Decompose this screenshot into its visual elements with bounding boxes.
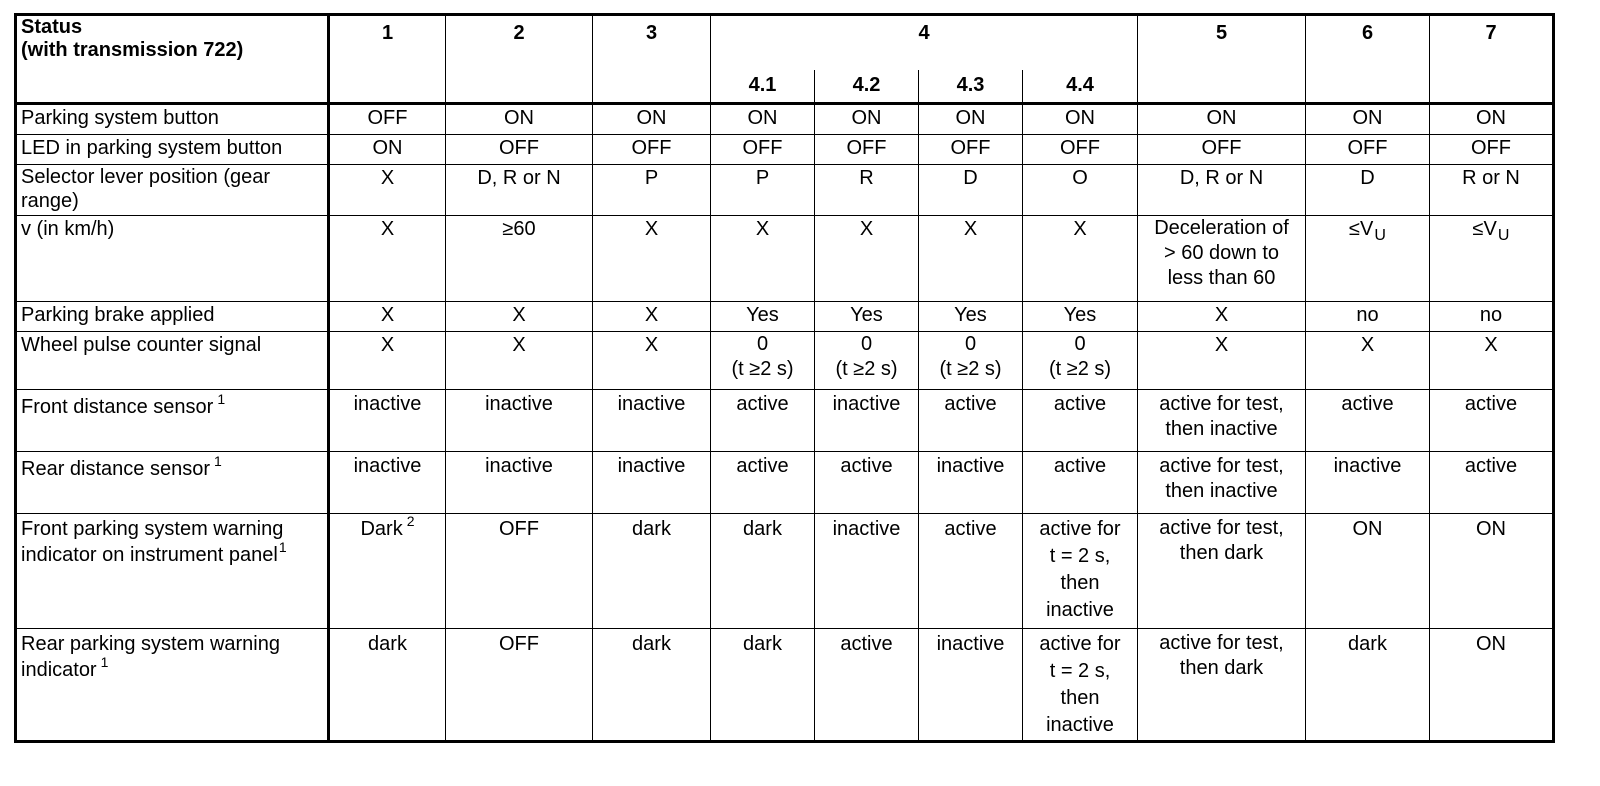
table-cell: Yes (815, 302, 919, 332)
table-cell: OFF (446, 629, 593, 742)
table-cell: X (446, 332, 593, 390)
table-cell: ON (1430, 514, 1554, 629)
table-cell: Dark $^2$ (329, 514, 446, 629)
table-cell: inactive (593, 452, 711, 514)
table-cell: Yes (1023, 302, 1138, 332)
column-header-1: 1 (329, 15, 446, 104)
column-header-6: 6 (1306, 15, 1430, 104)
cell-line: then inactive (1165, 480, 1278, 502)
table-cell: X (593, 216, 711, 302)
table-cell: X (1138, 332, 1306, 390)
cell-line: active for test, (1159, 393, 1284, 415)
table-cell: R (815, 165, 919, 216)
table-cell (1023, 332, 1138, 390)
table-cell: X (1430, 332, 1554, 390)
table-cell: ON (1430, 629, 1554, 742)
cell-line: active for test, (1159, 455, 1284, 477)
table-cell: D (919, 165, 1023, 216)
cell-line: inactive (1046, 599, 1114, 621)
row-label (16, 390, 329, 452)
table-cell: X (1023, 216, 1138, 302)
row-label: Parking brake applied (16, 302, 329, 332)
table-cell: active (1023, 390, 1138, 452)
column-header-4-2: 4.2 (815, 70, 919, 104)
row-label-line: Rear parking system warning (21, 633, 280, 655)
table-cell: X (815, 216, 919, 302)
column-header-7: 7 (1430, 15, 1554, 104)
table-row-front-warning (16, 514, 1554, 629)
row-label: Wheel pulse counter signal (16, 332, 329, 390)
table-cell: active (1023, 452, 1138, 514)
table-cell: active (815, 629, 919, 742)
table-cell: active (711, 390, 815, 452)
table-cell: X (446, 302, 593, 332)
table-cell: active (919, 390, 1023, 452)
table-cell: ON (1306, 104, 1430, 135)
column-header-5: 5 (1138, 15, 1306, 104)
table-cell (1430, 216, 1554, 302)
table-cell: ON (593, 104, 711, 135)
table-cell: D (1306, 165, 1430, 216)
cell-line: 0 (756, 333, 769, 355)
cell-line: then inactive (1165, 418, 1278, 440)
table-cell: X (593, 302, 711, 332)
cell-line: active for (1039, 518, 1121, 540)
row-label (16, 452, 329, 514)
status-table (14, 13, 1555, 743)
status-header-subtitle: (with transmission 722) (21, 39, 244, 61)
cell-line: > 60 down to (1163, 242, 1280, 264)
table-cell: R or N (1430, 165, 1554, 216)
row-label: Selector lever position (gear range) (16, 165, 329, 216)
speed-threshold-subscript: U (1497, 227, 1510, 244)
column-header-4-4: 4.4 (1023, 70, 1138, 104)
footnote-marker: 2 (406, 513, 415, 529)
footnote-marker: 1 (278, 539, 287, 555)
row-label: v (in km/h) (16, 216, 329, 302)
table-cell: P (711, 165, 815, 216)
table-cell: inactive (919, 452, 1023, 514)
table-row-front-sensor (16, 390, 1554, 452)
table-cell: active (919, 514, 1023, 629)
row-label: LED in parking system button (16, 135, 329, 165)
table-row-parking-brake (16, 302, 1554, 332)
cell-line: active for test, (1159, 517, 1284, 539)
table-cell: active (1430, 390, 1554, 452)
row-label-line-2: indicator $^1$ (21, 654, 109, 681)
table-cell: inactive (815, 390, 919, 452)
table-cell: OFF (815, 135, 919, 165)
table-cell: X (1138, 302, 1306, 332)
cell-line: 0 (860, 333, 873, 355)
footnote-marker: 1 (217, 391, 226, 407)
table-cell: OFF (446, 135, 593, 165)
table-row-selector-lever (16, 165, 1554, 216)
table-cell: ON (711, 104, 815, 135)
table-cell: Yes (711, 302, 815, 332)
speed-threshold-subscript: U (1374, 227, 1386, 244)
table-cell: O (1023, 165, 1138, 216)
table-cell: X (919, 216, 1023, 302)
table-cell: P (593, 165, 711, 216)
table-cell: X (593, 332, 711, 390)
cell-line: active for test, (1159, 632, 1284, 654)
table-cell: inactive (1306, 452, 1430, 514)
speed-threshold: ≤V (1349, 218, 1374, 240)
table-cell: ON (446, 104, 593, 135)
table-cell: active (1430, 452, 1554, 514)
table-cell: active (815, 452, 919, 514)
column-header-2: 2 (446, 15, 593, 104)
table-cell: no (1430, 302, 1554, 332)
table-cell: no (1306, 302, 1430, 332)
cell-line: Deceleration of (1154, 217, 1289, 239)
table-cell: dark (593, 629, 711, 742)
table-cell: ON (1138, 104, 1306, 135)
table-cell: ON (815, 104, 919, 135)
table-cell: X (329, 332, 446, 390)
footnote-marker: 1 (213, 453, 222, 469)
table-cell: ON (329, 135, 446, 165)
table-cell: OFF (329, 104, 446, 135)
footnote-marker: 1 (100, 654, 109, 670)
table-cell: active (1306, 390, 1430, 452)
table-cell (711, 332, 815, 390)
cell-line: (t ≥2 s) (939, 358, 1002, 380)
table-cell: D, R or N (1138, 165, 1306, 216)
table-cell: ON (919, 104, 1023, 135)
row-label: Parking system button (16, 104, 329, 135)
row-label-text: Rear distance sensor (21, 458, 210, 480)
cell-line: (t ≥2 s) (1048, 358, 1112, 380)
table-cell: dark (593, 514, 711, 629)
table-cell: OFF (919, 135, 1023, 165)
cell-line: t = 2 s, (1049, 660, 1111, 682)
table-cell: dark (1306, 629, 1430, 742)
table-cell: OFF (446, 514, 593, 629)
table-cell: dark (329, 629, 446, 742)
table-row-led (16, 135, 1554, 165)
cell-line: then dark (1179, 657, 1264, 679)
status-header-title: Status (21, 16, 83, 38)
table-row-wheel-pulse (16, 332, 1554, 390)
cell-line: less than 60 (1167, 267, 1276, 289)
table-cell: ON (1306, 514, 1430, 629)
table-cell: inactive (329, 390, 446, 452)
table-cell (815, 332, 919, 390)
table-cell (1138, 514, 1306, 629)
table-cell: OFF (593, 135, 711, 165)
table-cell: OFF (1306, 135, 1430, 165)
table-cell: dark (711, 514, 815, 629)
table-cell: X (329, 165, 446, 216)
table-cell (919, 332, 1023, 390)
cell-line: then (1060, 572, 1100, 594)
table-row-rear-sensor (16, 452, 1554, 514)
table-row-rear-warning (16, 629, 1554, 742)
column-header-4-1: 4.1 (711, 70, 815, 104)
table-cell: Yes (919, 302, 1023, 332)
table-cell (1138, 390, 1306, 452)
cell-line: 0 (964, 333, 977, 355)
cell-line: t = 2 s, (1049, 545, 1111, 567)
table-cell: X (711, 216, 815, 302)
table-cell (1138, 629, 1306, 742)
cell-line: (t ≥2 s) (835, 358, 898, 380)
table-cell (1023, 629, 1138, 742)
column-header-4-3: 4.3 (919, 70, 1023, 104)
header-row-top (16, 15, 1554, 71)
table-cell: inactive (446, 390, 593, 452)
cell-line: then (1060, 687, 1100, 709)
table-cell: dark (711, 629, 815, 742)
table-cell (1138, 216, 1306, 302)
row-label-line-2: indicator on instrument panel$^1$ (21, 539, 287, 566)
column-header-3: 3 (593, 15, 711, 104)
table-row-speed (16, 216, 1554, 302)
table-cell: ≥60 (446, 216, 593, 302)
cell-line: 0 (1074, 333, 1086, 355)
table-cell: D, R or N (446, 165, 593, 216)
table-cell: X (329, 216, 446, 302)
table-cell: ON (1023, 104, 1138, 135)
table-cell: inactive (446, 452, 593, 514)
row-label-text: Front distance sensor (21, 396, 214, 418)
table-cell: OFF (1430, 135, 1554, 165)
cell-line: active for (1039, 633, 1121, 655)
cell-line: (t ≥2 s) (731, 358, 794, 380)
column-header-4: 4 (711, 15, 1138, 71)
table-cell (1023, 514, 1138, 629)
table-cell: OFF (711, 135, 815, 165)
table-row-parking-button (16, 104, 1554, 135)
table-cell: X (1306, 332, 1430, 390)
table-cell: OFF (1138, 135, 1306, 165)
table-cell: inactive (593, 390, 711, 452)
cell-line: then dark (1179, 542, 1264, 564)
table-cell: inactive (329, 452, 446, 514)
cell-line: inactive (1046, 714, 1114, 736)
speed-threshold: ≤V (1472, 218, 1497, 240)
table-cell: inactive (815, 514, 919, 629)
row-label-line: Front parking system warning (21, 518, 284, 540)
table-cell (1138, 452, 1306, 514)
row-label (16, 514, 329, 629)
row-label (16, 629, 329, 742)
table-cell: X (329, 302, 446, 332)
status-header-cell (16, 15, 329, 104)
table-cell: inactive (919, 629, 1023, 742)
table-cell: ON (1430, 104, 1554, 135)
table-cell: active (711, 452, 815, 514)
table-cell (1306, 216, 1430, 302)
table-cell: OFF (1023, 135, 1138, 165)
